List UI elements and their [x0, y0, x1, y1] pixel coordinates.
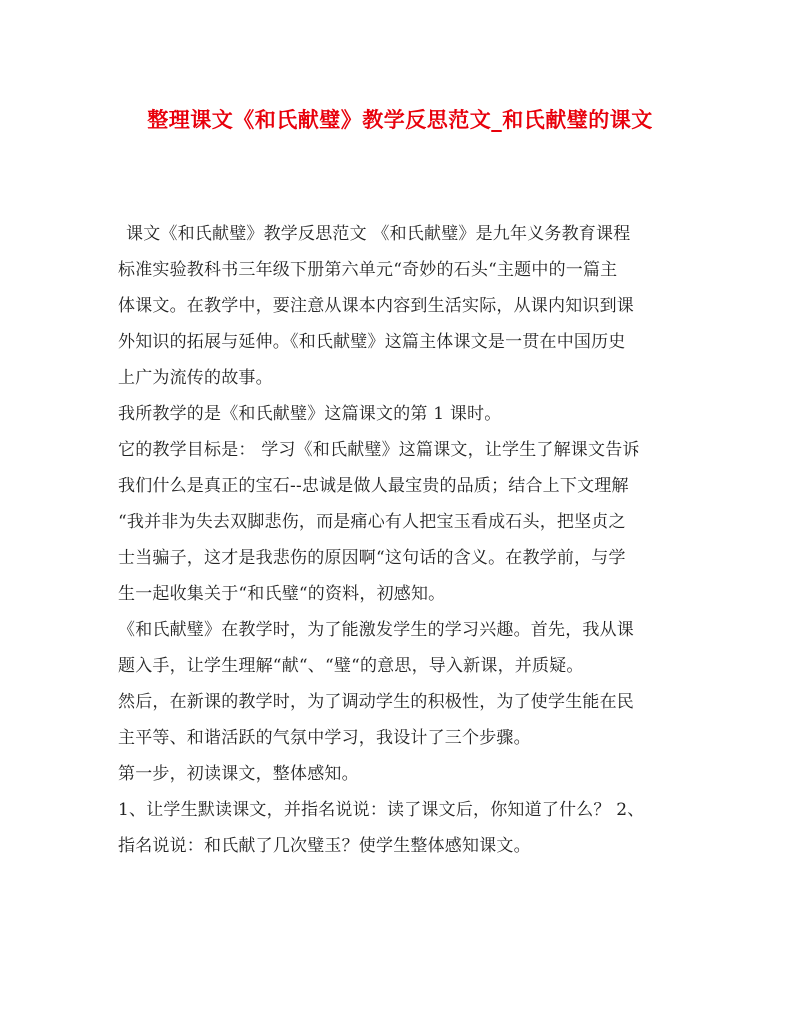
text-line-4: 外知识的拓展与延伸。《和氏献璧》这篇主体课文是一贯在中国历史 [118, 332, 626, 352]
text-line-16: 第一步，初读课文，整体感知。 [118, 764, 359, 784]
text-line-9: “我并非为失去双脚悲伤，而是痛心有人把宝玉看成石头，把坚贞之 [118, 512, 626, 532]
text-line-17: 1、让学生默读课文，并指名说说：读了课文后，你知道了什么？ 2、 [118, 800, 645, 820]
text-line-11: 生一起收集关于“和氏璧“的资料，初感知。 [118, 584, 446, 604]
text-line-13: 题入手，让学生理解“献“、“璧“的意思，导入新课，并质疑。 [118, 656, 584, 676]
text-line-14: 然后，在新课的教学时，为了调动学生的积极性，为了使学生能在民 [118, 692, 634, 712]
text-line-1: 课文《和氏献璧》教学反思范文 《和氏献璧》是九年义务教育课程 [126, 224, 631, 244]
text-line-18: 指名说说：和氏献了几次璧玉？使学生整体感知课文。 [118, 836, 531, 856]
text-line-10: 士当骗子，这才是我悲伤的原因啊“这句话的含义。在教学前，与学 [118, 548, 626, 568]
text-line-6: 我所教学的是《和氏献璧》这篇课文的第 1 课时。 [118, 404, 502, 424]
text-line-7: 它的教学目标是： 学习《和氏献璧》这篇课文，让学生了解课文告诉 [118, 440, 640, 460]
text-line-15: 主平等、和谐活跃的气氛中学习，我设计了三个步骤。 [118, 728, 531, 748]
text-line-12: 《和氏献璧》在教学时，为了能激发学生的学习兴趣。首先，我从课 [118, 620, 634, 640]
text-line-3: 体课文。在教学中，要注意从课本内容到生活实际，从课内知识到课 [118, 296, 634, 316]
document-body [118, 216, 686, 864]
document-title: 整理课文《和氏献璧》教学反思范文_和氏献璧的课文 [147, 107, 653, 132]
text-line-8: 我们什么是真正的宝石--忠诚是做人最宝贵的品质；结合上下文理解 [118, 476, 629, 496]
text-line-2: 标准实验教科书三年级下册第六单元“奇妙的石头“主题中的一篇主 [118, 260, 618, 280]
text-line-5: 上广为流传的故事。 [118, 368, 273, 388]
